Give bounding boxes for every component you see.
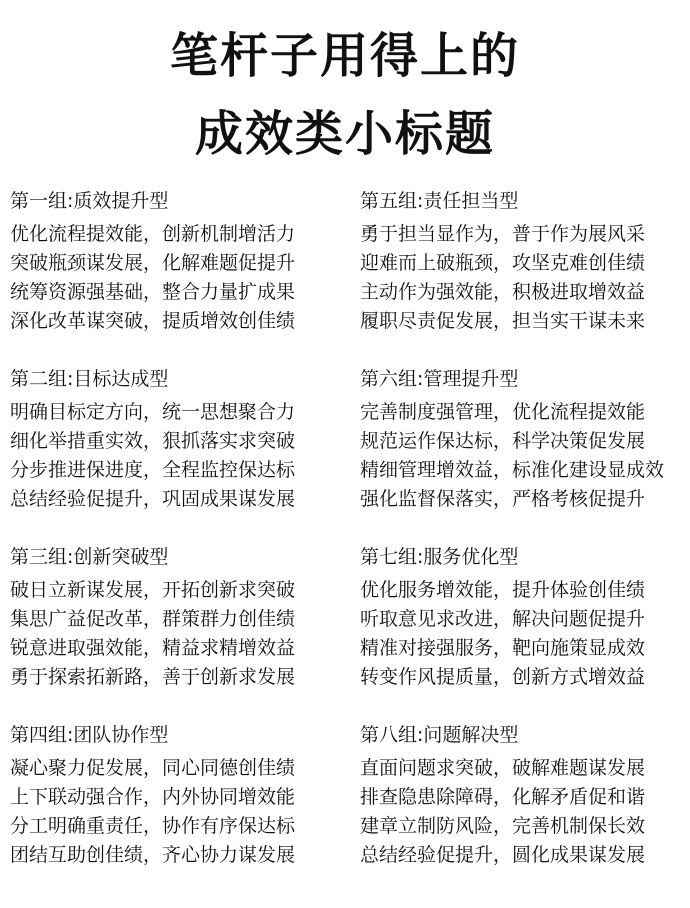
left-column — [10, 188, 348, 900]
page-title-line-2: 成效类小标题 — [194, 106, 495, 162]
group-heading: 第二组:目标达成型 — [10, 368, 169, 390]
group-heading: 第四组:团队协作型 — [10, 724, 169, 746]
group-line: 突破瓶颈谋发展，化解难题促提升 — [10, 252, 296, 274]
group-line: 分工明确重责任，协作有序保达标 — [10, 815, 296, 837]
group-line: 统筹资源强基础，整合力量扩成果 — [10, 281, 296, 303]
group-line: 履职尽责促发展，担当实干谋未来 — [360, 310, 646, 332]
group-line: 直面问题求突破，破解难题谋发展 — [360, 757, 646, 779]
group-line: 明确目标定方向，统一思想聚合力 — [10, 401, 296, 423]
group-line: 团结互助创佳绩，齐心协力谋发展 — [10, 844, 296, 866]
group-line: 深化改革谋突破，提质增效创佳绩 — [10, 310, 296, 332]
group-line: 转变作风提质量，创新方式增效益 — [360, 666, 646, 688]
group-2 — [10, 366, 348, 544]
right-column — [360, 188, 690, 900]
group-6 — [360, 366, 690, 544]
group-4 — [10, 722, 348, 900]
group-line: 听取意见求改进，解决问题促提升 — [360, 608, 646, 630]
group-line: 总结经验促提升，圆化成果谋发展 — [360, 844, 646, 866]
group-line: 主动作为强效能，积极进取增效益 — [360, 281, 646, 303]
group-line: 建章立制防风险，完善机制保长效 — [360, 815, 646, 837]
group-line: 迎难而上破瓶颈，攻坚克难创佳绩 — [360, 252, 646, 274]
group-line: 优化服务增效能，提升体验创佳绩 — [360, 579, 646, 601]
group-line: 强化监督保落实，严格考核促提升 — [360, 488, 646, 510]
group-line: 凝心聚力促发展，同心同德创佳绩 — [10, 757, 296, 779]
group-line: 细化举措重实效，狠抓落实求突破 — [10, 430, 296, 452]
group-line: 排查隐患除障碍，化解矛盾促和谐 — [360, 786, 646, 808]
group-heading: 第六组:管理提升型 — [360, 368, 519, 390]
group-heading: 第一组:质效提升型 — [10, 190, 169, 212]
group-heading: 第五组:责任担当型 — [360, 190, 519, 212]
group-7 — [360, 544, 690, 722]
group-line: 精细管理增效益，标准化建设显成效 — [360, 459, 665, 481]
group-line: 精准对接强服务，靶向施策显成效 — [360, 637, 646, 659]
group-line: 规范运作保达标，科学决策促发展 — [360, 430, 646, 452]
group-3 — [10, 544, 348, 722]
group-line: 勇于探索拓新路，善于创新求发展 — [10, 666, 296, 688]
group-5 — [360, 188, 690, 366]
group-line: 分步推进保进度，全程监控保达标 — [10, 459, 296, 481]
page-title-line-1: 笔杆子用得上的 — [169, 28, 520, 84]
group-line: 总结经验促提升，巩固成果谋发展 — [10, 488, 296, 510]
group-line: 锐意进取强效能，精益求精增效益 — [10, 637, 296, 659]
group-line: 完善制度强管理，优化流程提效能 — [360, 401, 646, 423]
group-line: 上下联动强合作，内外协同增效能 — [10, 786, 296, 808]
group-line: 破日立新谋发展，开拓创新求突破 — [10, 579, 296, 601]
group-line: 优化流程提效能，创新机制增活力 — [10, 223, 296, 245]
group-1 — [10, 188, 348, 366]
group-heading: 第八组:问题解决型 — [360, 724, 519, 746]
group-line: 集思广益促改革，群策群力创佳绩 — [10, 608, 296, 630]
group-line: 勇于担当显作为，普于作为展风采 — [360, 223, 646, 245]
group-heading: 第三组:创新突破型 — [10, 546, 169, 568]
group-heading: 第七组:服务优化型 — [360, 546, 519, 568]
group-8 — [360, 722, 690, 900]
